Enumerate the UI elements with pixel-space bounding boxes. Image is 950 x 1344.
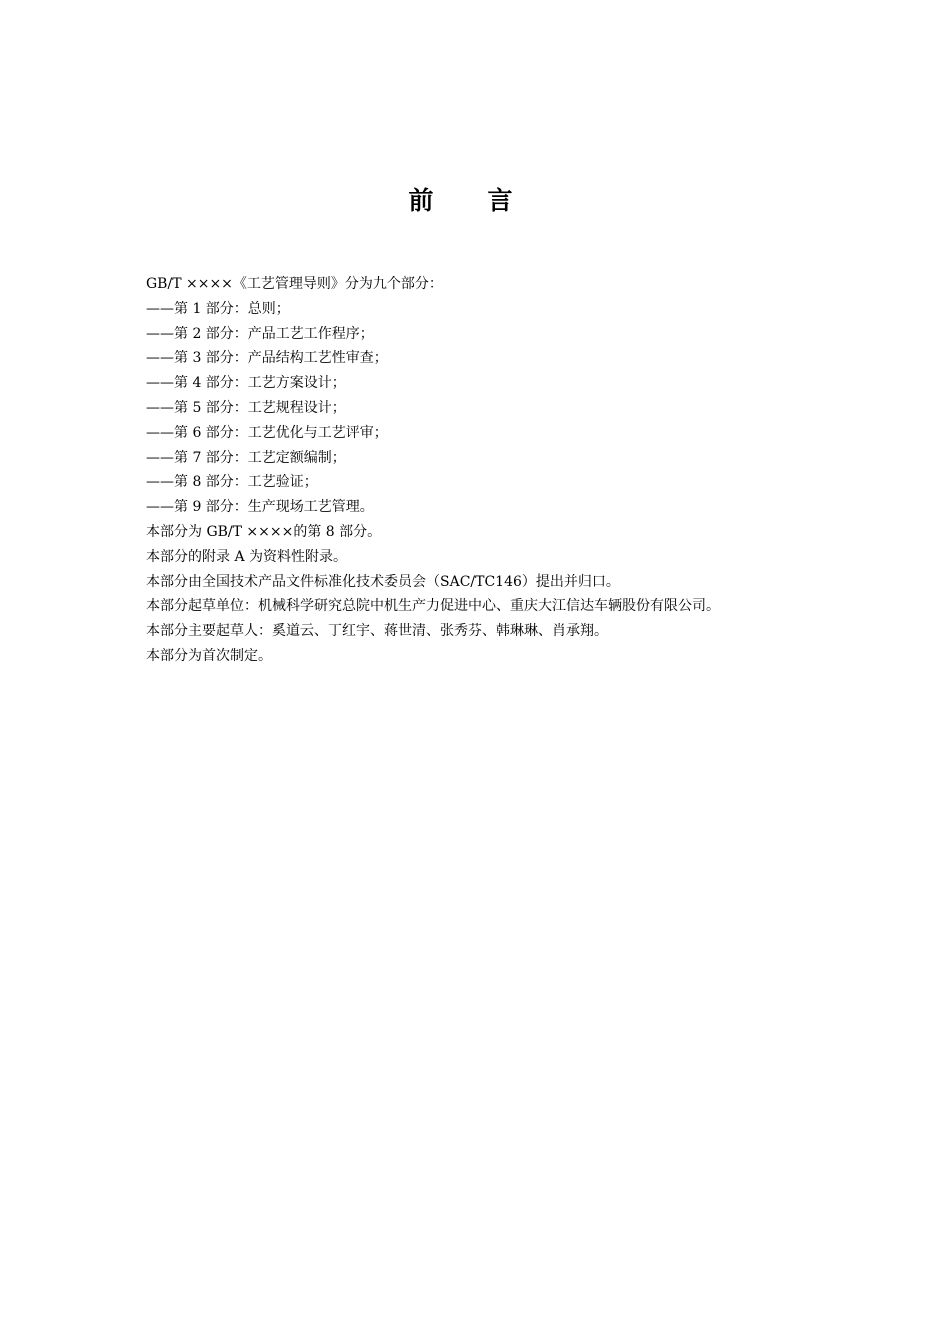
page-title: 前言 — [408, 186, 567, 215]
paragraph-first-edition: 本部分为首次制定。 — [146, 647, 272, 664]
paragraph-intro: GB/T ××××《工艺管理导则》分为九个部分： — [146, 276, 443, 292]
paragraph-proposer: 本部分由全国技术产品文件标准化技术委员会（SAC/TC146）提出并归口。 — [146, 573, 620, 590]
list-item-part-3: ——第 3 部分：产品结构工艺性审查； — [146, 350, 388, 367]
list-item-part-9: ——第 9 部分：生产现场工艺管理。 — [146, 499, 374, 516]
paragraph-drafting-units: 本部分起草单位：机械科学研究总院中机生产力促进中心、重庆大江信达车辆股份有限公司。 — [146, 598, 720, 615]
paragraph-this-part: 本部分为 GB/T ××××的第 8 部分。 — [146, 523, 382, 540]
paragraph-drafters: 本部分主要起草人：奚道云、丁红宇、蒋世清、张秀芬、韩琳琳、肖承翔。 — [146, 623, 608, 640]
list-item-part-4: ——第 4 部分：工艺方案设计； — [146, 375, 346, 392]
list-item-part-5: ——第 5 部分：工艺规程设计； — [146, 399, 346, 416]
list-item-part-6: ——第 6 部分：工艺优化与工艺评审； — [146, 424, 388, 441]
foreword-body — [146, 272, 926, 669]
list-item-part-8: ——第 8 部分：工艺验证； — [146, 474, 318, 491]
paragraph-appendix: 本部分的附录 A 为资料性附录。 — [146, 548, 348, 565]
list-item-part-1: ——第 1 部分：总则； — [146, 300, 290, 317]
list-item-part-2: ——第 2 部分：产品工艺工作程序； — [146, 325, 374, 342]
list-item-part-7: ——第 7 部分：工艺定额编制； — [146, 449, 346, 466]
